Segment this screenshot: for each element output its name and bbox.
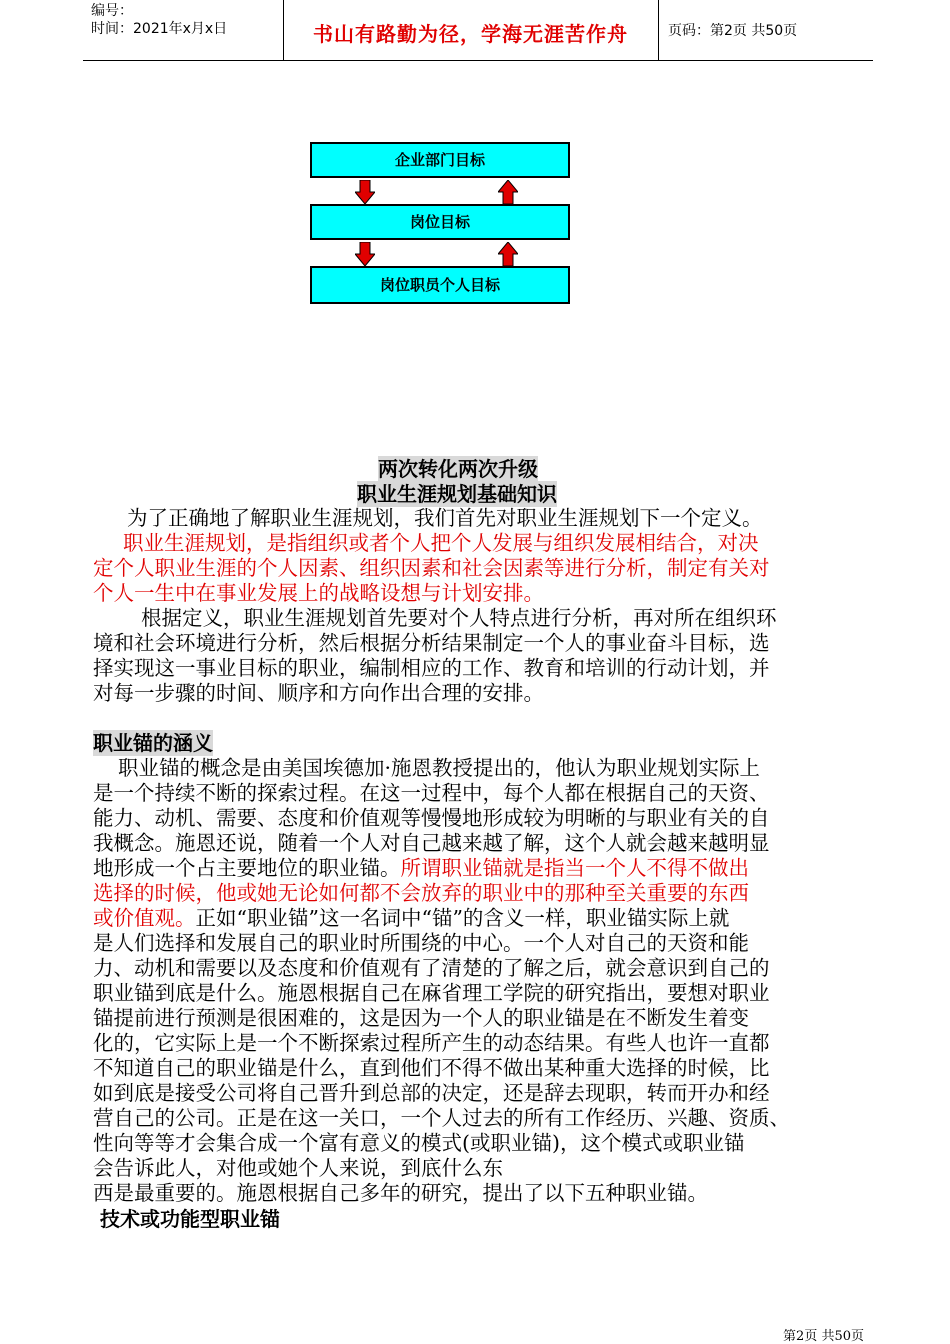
highlight-segment: 或价值观。: [93, 906, 196, 930]
section-title: 两次转化两次升级: [378, 457, 538, 481]
paragraph-line: [93, 856, 749, 881]
page-footer: 第2页 共50页: [783, 1329, 864, 1344]
definition-line: 职业生涯规划，是指组织或者个人把个人发展与组织发展相结合，对决: [123, 531, 759, 555]
paragraph-line: 锚提前进行预测是很困难的，这是因为一个人的职业锚是在不断发生着变: [93, 1006, 749, 1030]
highlight-segment: 所谓职业锚就是指当一个人不得不做出: [400, 856, 749, 880]
page-header: [83, 0, 873, 61]
paragraph-line: 是一个持续不断的探索过程。在这一过程中，每个人都在根据自己的天资、: [93, 781, 770, 805]
text-segment: 地形成一个占主要地位的职业锚。: [93, 856, 401, 880]
arrow-down-icon: [355, 180, 375, 204]
paragraph-line: 如到底是接受公司将自己晋升到总部的决定，还是辞去现职，转而开办和经: [93, 1081, 770, 1105]
sub-heading: 技术或功能型职业锚: [100, 1207, 280, 1231]
paragraph-line: 是人们选择和发展自己的职业时所围绕的中心。一个人对自己的天资和能: [93, 931, 749, 955]
text-segment: 正如“职业锚”这一名词中“锚”的含义一样，职业锚实际上就: [195, 906, 730, 930]
paragraph-line: 会告诉此人，对他或她个人来说，到底什么东: [93, 1156, 503, 1180]
header-page-info: 页码：第2页 共50页: [668, 23, 798, 39]
header-motto: 书山有路勤为径，学海无涯苦作舟: [313, 22, 628, 46]
paragraph-line: 根据定义，职业生涯规划首先要对个人特点进行分析，再对所在组织环: [141, 606, 777, 630]
paragraph-line: 化的，它实际上是一个不断探索过程所产生的动态结果。有些人也许一直都: [93, 1031, 770, 1055]
arrow-up-icon: [498, 242, 518, 266]
diagram-box-position-goal: 岗位目标: [310, 204, 570, 240]
paragraph-line: 职业锚到底是什么。施恩根据自己在麻省理工学院的研究指出，要想对职业: [93, 981, 770, 1005]
definition-line: 选择的时候，他或她无论如何都不会放弃的职业中的那种至关重要的东西: [93, 881, 749, 905]
paragraph-line: 对每一步骤的时间、顺序和方向作出合理的安排。: [93, 681, 544, 705]
arrow-up-icon: [498, 180, 518, 204]
paragraph-line: 性向等等才会集合成一个富有意义的模式(或职业锚)，这个模式或职业锚: [93, 1131, 745, 1155]
arrow-down-icon: [355, 242, 375, 266]
anchor-heading: 职业锚的涵义: [93, 731, 213, 755]
paragraph-line: 择实现这一事业目标的职业，编制相应的工作、教育和培训的行动计划，并: [93, 656, 770, 680]
number-label: 编号：: [91, 3, 133, 19]
header-meta: [91, 2, 227, 38]
paragraph-line: 能力、动机、需要、态度和价值观等慢慢地形成较为明晰的与职业有关的自: [93, 806, 770, 830]
definition-line: 定个人职业生涯的个人因素、组织因素和社会因素等进行分析，制定有关对: [93, 556, 770, 580]
section-subtitle: 职业生涯规划基础知识: [357, 482, 557, 506]
paragraph-line: [93, 906, 729, 931]
paragraph-line: 境和社会环境进行分析，然后根据分析结果制定一个人的事业奋斗目标，选: [93, 631, 770, 655]
header-divider: [658, 0, 659, 60]
time-label: 时间：2021年x月x日: [91, 21, 228, 37]
paragraph-line: 营自己的公司。正是在这一关口，一个人过去的所有工作经历、兴趣、资质、: [93, 1106, 790, 1130]
diagram-box-personal-goal: 岗位职员个人目标: [310, 266, 570, 304]
diagram-box-department-goal: 企业部门目标: [310, 142, 570, 178]
paragraph-line: 我概念。施恩还说，随着一个人对自己越来越了解，这个人就会越来越明显: [93, 831, 770, 855]
paragraph-line: 力、动机和需要以及态度和价值观有了清楚的了解之后，就会意识到自己的: [93, 956, 770, 980]
paragraph-line: 职业锚的概念是由美国埃德加·施恩教授提出的，他认为职业规划实际上: [118, 756, 761, 780]
intro-line: 为了正确地了解职业生涯规划，我们首先对职业生涯规划下一个定义。: [127, 506, 763, 530]
paragraph-line: 不知道自己的职业锚是什么，直到他们不得不做出某种重大选择的时候，比: [93, 1056, 770, 1080]
paragraph-line: 西是最重要的。施恩根据自己多年的研究，提出了以下五种职业锚。: [93, 1181, 708, 1205]
definition-line: 个人一生中在事业发展上的战略设想与计划安排。: [93, 581, 544, 605]
